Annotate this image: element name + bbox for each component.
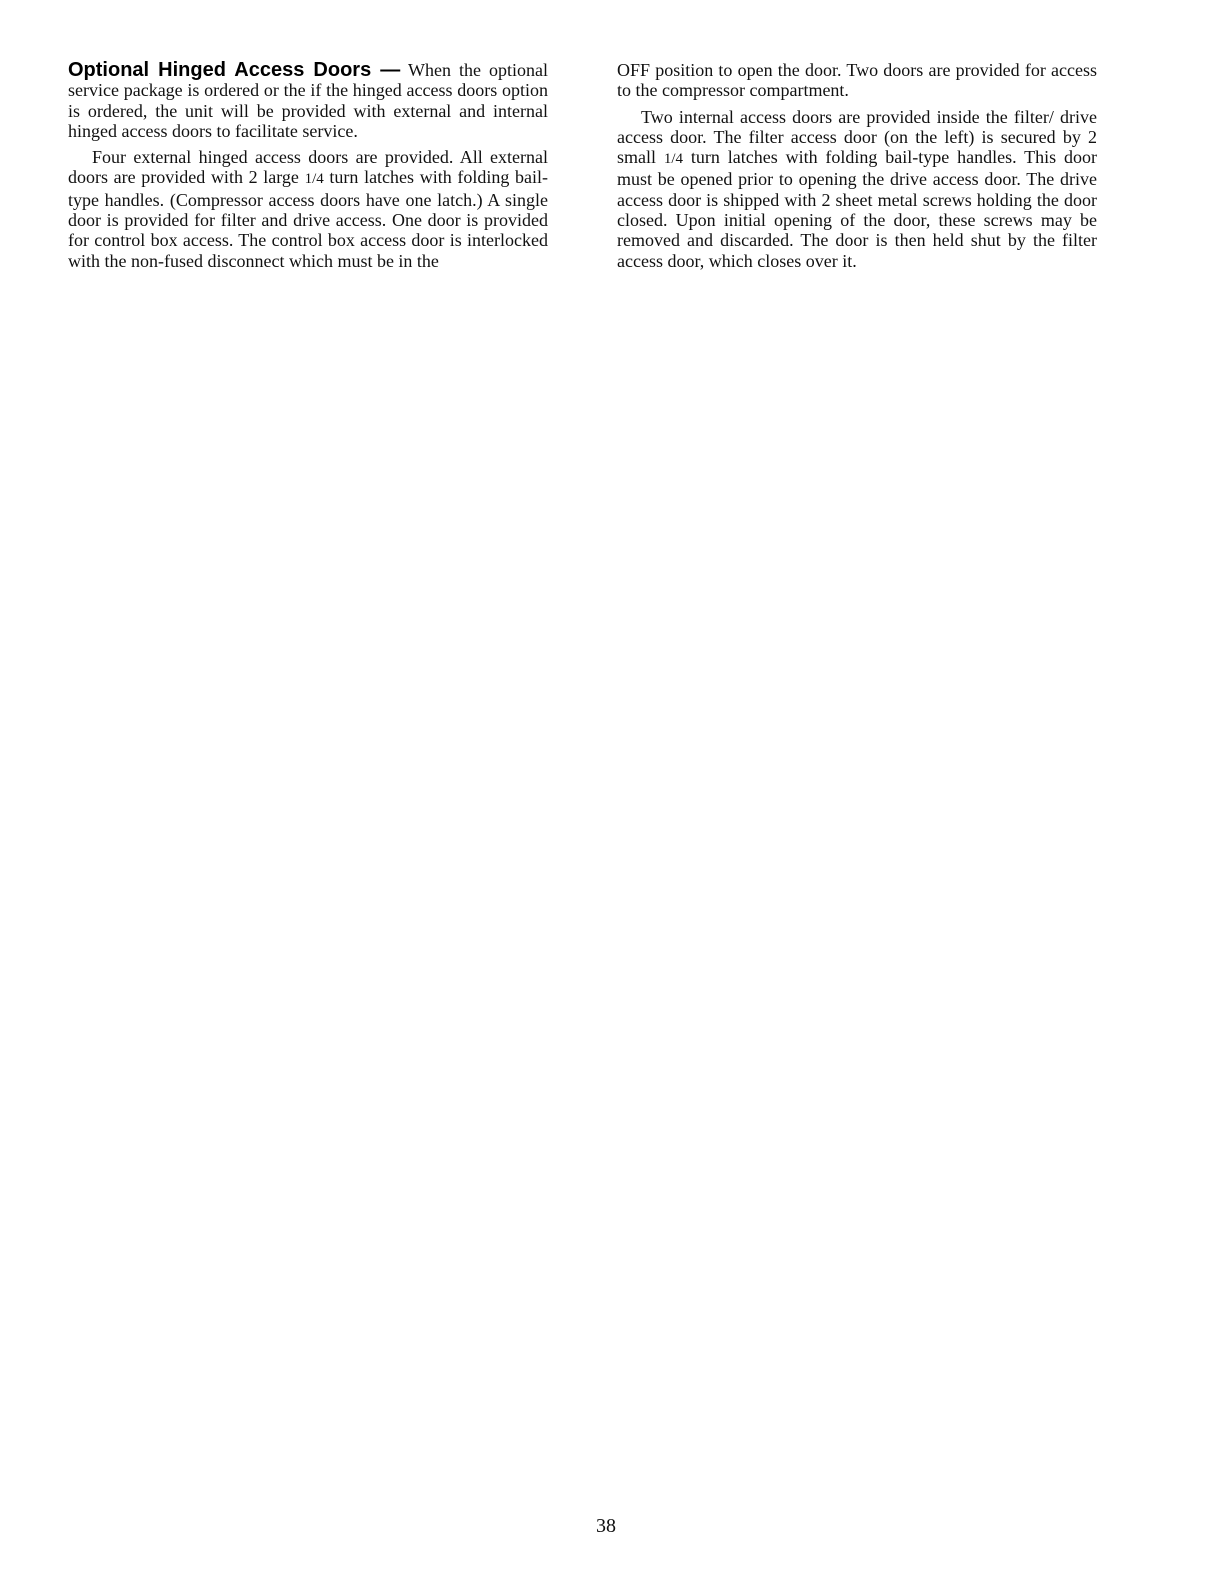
intro-paragraph	[68, 60, 548, 141]
right-column	[617, 60, 1097, 277]
internal-doors-paragraph	[617, 107, 1097, 271]
internal-doors-text-b: turn latches with folding bail-type handles. This door must be opened prior to opening the drive access door. The drive access door is shipped with 2 sheet metal screws holding the door closed. Upon initial opening of the door, these screws may be removed and discarded. The door is then held shut by the filter access door, which closes over it.	[617, 147, 1097, 271]
section-heading: Optional Hinged Access Doors —	[68, 59, 401, 81]
external-doors-paragraph	[68, 147, 548, 271]
fraction-quarter: 1/4	[304, 171, 324, 188]
intro-text: When the optional service package is ordered or the if the hinged access doors option is ordered, the unit will be provided with external and internal hinged access doors to facilitate service.	[68, 60, 548, 141]
external-doors-text-b: turn latches with folding bail-type handles. (Compressor access doors have one latch.) A single door is provided for filter and drive access. One door is provided for control box access. The control box access door is interlocked with the non-fused disconnect which must be in the	[68, 167, 549, 271]
internal-doors-text-a: Two internal access doors are provided inside the filter/ drive access door. The filter access door (on the left) is secured by 2 small	[617, 106, 1097, 168]
external-doors-text-a: Four external hinged access doors are provided. All external doors are provided with 2 large	[68, 147, 548, 188]
fraction-quarter: 1/4	[663, 151, 684, 168]
page-number: 38	[596, 1515, 616, 1537]
left-column	[68, 60, 548, 277]
continuation-paragraph: OFF position to open the door. Two doors are provided for access to the compressor compartment.	[617, 60, 1097, 101]
